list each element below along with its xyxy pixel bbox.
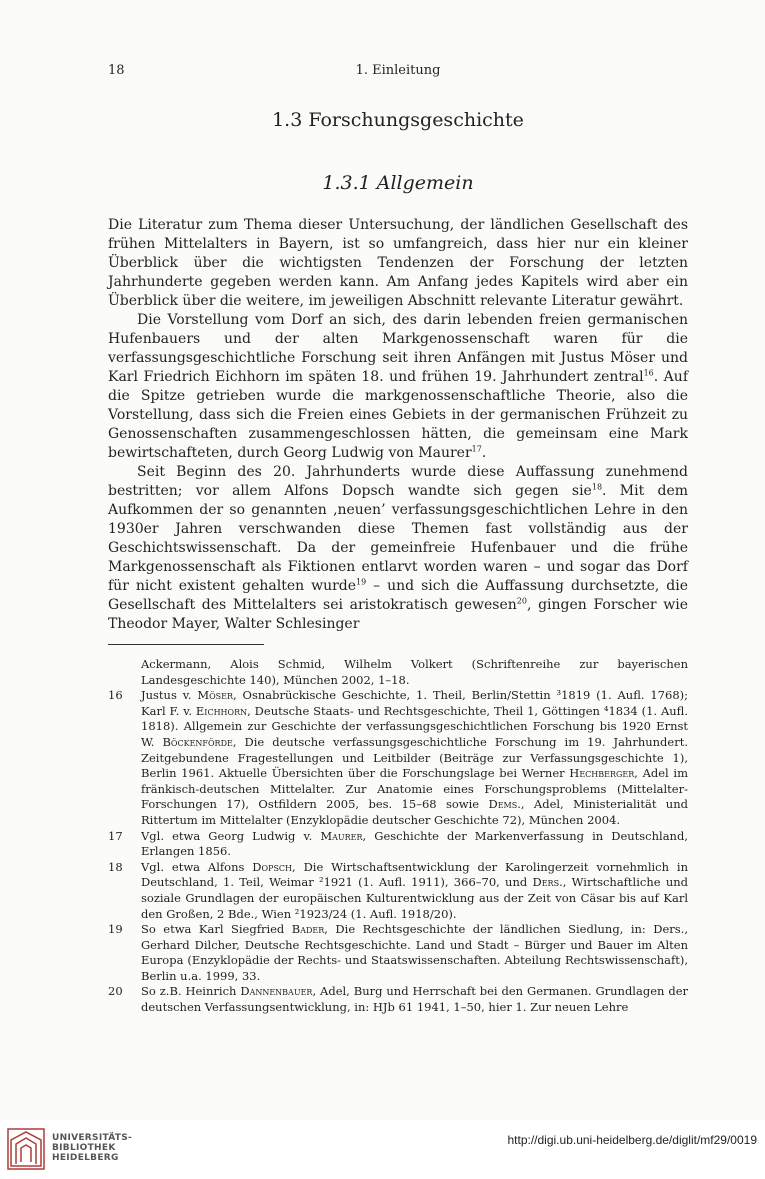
footnote-text: , Wirtschaftliche und soziale Grundlagen der europäischen Kulturentwicklung aus der Zeit von Cäsar bis auf Karl den Großen, 2 Bde., Wien ²1923/24 (1. Aufl. 1918/20). xyxy=(141,875,688,921)
footnote-ref-16[interactable]: 16 xyxy=(643,368,654,378)
library-name-line: HEIDELBERG xyxy=(52,1153,119,1163)
text-run: . xyxy=(481,445,487,461)
footnote-text: , Adel, Ministerialität und Rittertum im Mittelalter (Enzyklopädie deutscher Geschichte 72), München 2004. xyxy=(141,797,688,827)
footnote-ref-19[interactable]: 19 xyxy=(356,577,367,587)
footnote-18 xyxy=(108,860,688,922)
footnote-number: 17 xyxy=(108,828,123,843)
text-run: . Auf die Spitze getrieben wurde die markgenossenschaftliche Theorie, also die Vorstellung, dass sich die Freien eines Gebiets in der germanischen Frühzeit zu Genossenschaften zusammengeschlossen hätten, die gemeinsam eine Mark bewirtschafteten, durch Georg Ludwig von Maurer xyxy=(108,369,688,461)
footnote-continued xyxy=(108,657,688,688)
paragraph-1: Die Literatur zum Thema dieser Untersuchung, der ländlichen Gesellschaft des frühen Mittelalters in Bayern, ist so umfangreich, dass hier nur ein kleiner Überblick über die wichtigsten Tendenzen der Forschung der letzten Jahrhunderte gegeben werden kann. Am Anfang jedes Kapitels wird aber ein Überblick über die weitere, im jeweiligen Abschnitt relevante Literatur gewährt. xyxy=(108,217,688,309)
viewer-footer xyxy=(0,1120,765,1179)
author-name: Dems. xyxy=(488,797,521,812)
author-name: Maurer xyxy=(320,828,363,843)
text-run: . Mit dem Aufkommen der so genannten ‚neuen’ verfassungsgeschichtlichen Lehre in den 1930er Jahren verschwanden diese Themen fast vollständig aus der Geschichtswissenschaft. Da der gemeinfreie Hufenbauer und die frühe Markgenossenschaft als Fiktionen entlarvt worden waren – und sogar das Dorf für nicht existent gehalten wurde xyxy=(108,483,689,594)
text-run: Die Vorstellung vom Dorf an sich, des darin lebenden freien germanischen Hufenbauers und der alten Markgenossenschaft waren für die verfassungsgeschichtliche Forschung seit ihren Anfängen mit Justus Möser und Karl Friedrich Eichhorn im späten 18. und frühen 19. Jahrhundert zentral xyxy=(108,312,688,385)
footnote-divider xyxy=(108,644,264,645)
footnotes xyxy=(108,657,688,1016)
library-name-line: BIBLIOTHEK xyxy=(52,1143,116,1153)
text-run: , gingen Forscher wie Theodor Mayer, Walter Schlesinger xyxy=(108,597,688,632)
author-name: Ders. xyxy=(532,875,563,890)
author-name: Möser xyxy=(197,688,234,703)
author-name: Dopsch xyxy=(252,859,293,874)
paragraph-2 xyxy=(108,311,688,463)
running-title: 1. Einleitung xyxy=(355,63,441,78)
footnote-number: 16 xyxy=(108,688,123,703)
footnote-16 xyxy=(108,688,688,828)
footnote-text: , Adel im fränkisch-deutschen Mittelalter. Zur Anatomie eines Forschungsproblems (Mittelalter-Forschungen 17), Ostfildern 2005, bes. 15–68 sowie xyxy=(141,766,688,812)
footnote-text: , Die deutsche verfassungsgeschichtliche Forschung im 19. Jahrhundert. Zeitgebundene Fragestellungen und Leitbilder (Beiträge zur Verfassungsgeschichte 1), Berlin 1961. Aktuelle Übersichten über die Forschungslage bei Werner xyxy=(141,734,688,781)
university-seal-icon[interactable] xyxy=(7,1128,45,1170)
body-text xyxy=(108,216,688,634)
footnote-text: , Die Wirtschaftsentwicklung der Karolingerzeit vornehmlich in Deutschland, 1. Teil, Weimar ²1921 (1. Aufl. 1911), 366–70, und xyxy=(141,859,688,890)
footnote-17 xyxy=(108,829,688,860)
footnote-text: So z.B. Heinrich xyxy=(141,984,241,999)
footnote-ref-20[interactable]: 20 xyxy=(516,596,527,606)
footnote-text: Vgl. etwa Georg Ludwig v. xyxy=(141,828,321,843)
subsection-title: 1.3.1 Allgemein xyxy=(322,172,474,194)
library-name[interactable] xyxy=(52,1133,132,1163)
running-header xyxy=(108,63,688,83)
author-name: Hechberger xyxy=(569,766,635,781)
page-number: 18 xyxy=(108,63,125,78)
footnote-20 xyxy=(108,984,688,1015)
footnote-text: Ackermann, Alois Schmid, Wilhelm Volkert (Schriftenreihe zur bayerischen Landesgeschichte 140), München 2002, 1–18. xyxy=(141,657,688,687)
footnote-text: , Adel, Burg und Herrschaft bei den Germanen. Grundlagen der deutschen Verfassungsentwicklung, in: HJb 61 1941, 1–50, hier 1. Zur neuen Lehre xyxy=(141,984,689,1015)
footnote-number: 20 xyxy=(108,984,123,999)
author-name: Dannenbauer xyxy=(240,984,313,999)
footnote-ref-18[interactable]: 18 xyxy=(591,482,603,492)
footnote-text: Justus v. xyxy=(141,688,198,703)
footnote-number: 18 xyxy=(108,859,123,874)
footnote-text: , Deutsche Staats- und Rechtsgeschichte, Theil 1, Göttingen ⁴1834 (1. Aufl. 1818). Allgemein zur Geschichte der verfassungsgeschichtlichen Forschung bis 1920 Ernst W. xyxy=(141,703,688,749)
footnote-number: 19 xyxy=(108,922,123,937)
author-name: Böckenförde xyxy=(162,734,233,749)
section-title: 1.3 Forschungsgeschichte xyxy=(272,109,524,131)
footnote-text: Vgl. etwa Alfons xyxy=(141,859,253,874)
author-name: Eichhorn xyxy=(195,703,248,718)
permalink-url[interactable]: http://digi.ub.uni-heidelberg.de/diglit/mf29/0019 xyxy=(507,1133,757,1147)
paragraph-3 xyxy=(108,463,688,634)
footnote-ref-17[interactable]: 17 xyxy=(471,444,482,454)
footnote-text: So etwa Karl Siegfried xyxy=(141,922,292,937)
text-run: – und sich die Auffassung durchsetzte, die Gesellschaft des Mittelalters sei aristokratisch gewesen xyxy=(108,578,688,613)
text-run: Seit Beginn des 20. Jahrhunderts wurde diese Auffassung zunehmend bestritten; vor allem Alfons Dopsch wandte sich gegen sie xyxy=(108,464,688,499)
footnote-text: , Die Rechtsgeschichte der ländlichen Siedlung, in: Ders., Gerhard Dilcher, Deutsche Rechtsgeschichte. Land und Stadt – Bürger und Bauer im Alten Europa (Enzyklopädie der Rechts- und Staatswissenschaften. Abteilung Rechtswissenschaft), Berlin u.a. 1999, 33. xyxy=(141,922,688,983)
footnote-text: , Geschichte der Markenverfassung in Deutschland, Erlangen 1856. xyxy=(141,828,688,859)
author-name: Bader xyxy=(291,922,325,937)
footnote-text: , Osnabrückische Geschichte, 1. Theil, Berlin/Stettin ³1819 (1. Aufl. 1768); Karl F. v. xyxy=(141,688,688,718)
library-name-line: UNIVERSITÄTS- xyxy=(52,1133,133,1143)
footnote-19 xyxy=(108,922,688,984)
